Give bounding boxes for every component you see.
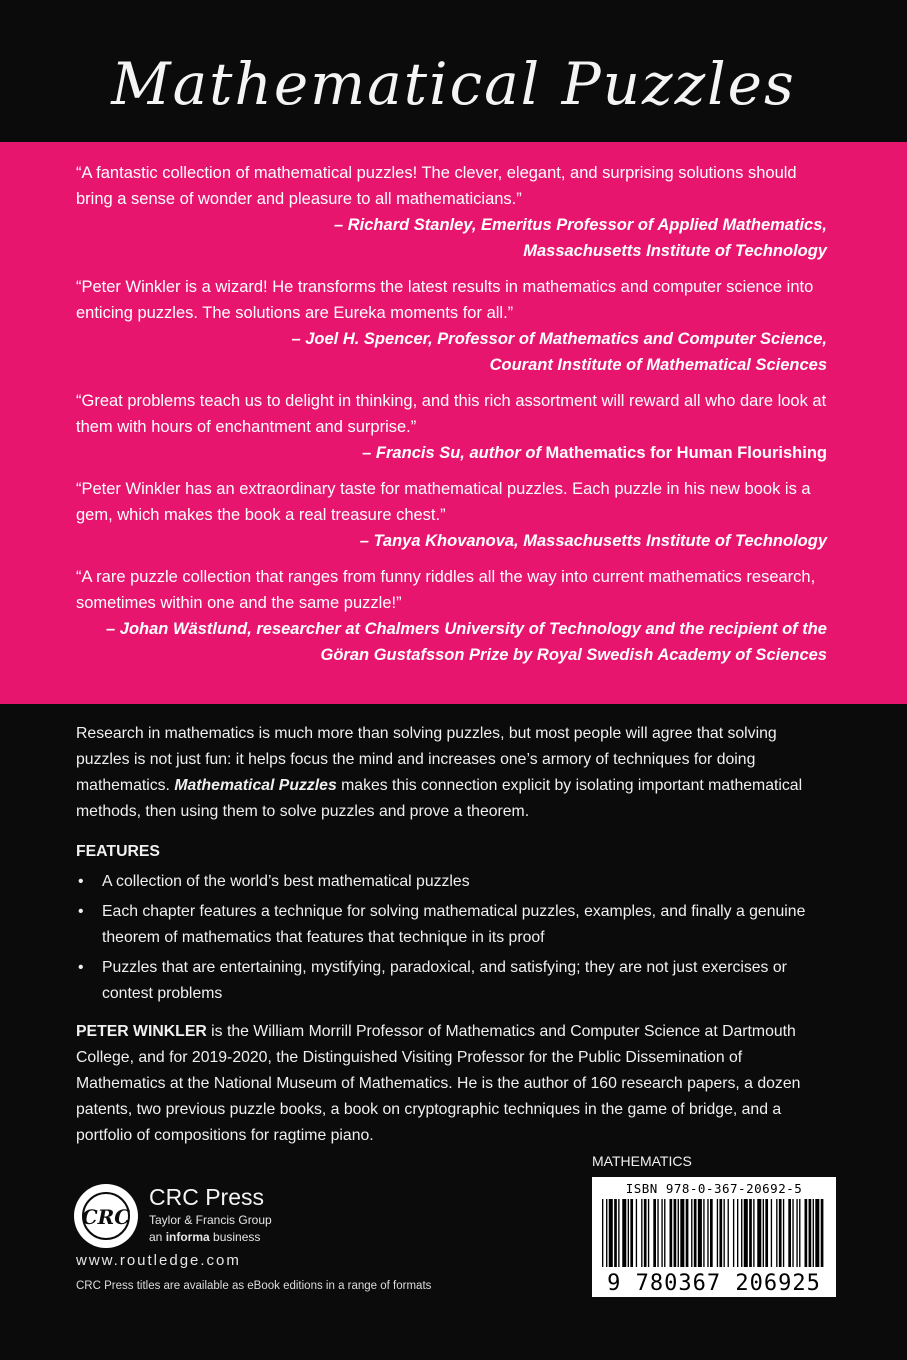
attribution-book-title: Mathematics for Human Flourishing [545, 444, 827, 462]
feature-item [76, 955, 832, 1007]
quote-attribution-affiliation: Massachusetts Institute of Technology [523, 242, 827, 260]
barcode-bar [674, 1199, 677, 1267]
barcode-bar [763, 1199, 764, 1267]
barcode-bar [614, 1199, 617, 1267]
quote-attribution [76, 440, 827, 466]
barcode-bar [741, 1199, 742, 1267]
barcode-bar [765, 1199, 768, 1267]
barcode-bar [796, 1199, 797, 1267]
publisher-group: Taylor & Francis Group [149, 1213, 272, 1227]
description-intro: Research in mathematics is much more than solving puzzles, but most people will agree that solving puzzles is not just fun: it helps focus the mind and increases one’s armory of techniques for doing mathematics. [76, 725, 777, 794]
quote-text: “Peter Winkler has an extraordinary taste for mathematical puzzles. Each puzzle in his new book is a gem, which makes the book a real treasure chest.” [76, 480, 811, 524]
quote-attribution: – Johan Wästlund, researcher at Chalmers University of Technology and the recipient of the [106, 620, 827, 638]
barcode-bar [664, 1199, 665, 1267]
ebook-note: CRC Press titles are available as eBook editions in a range of formats [76, 1280, 432, 1292]
barcode-bar [707, 1199, 708, 1267]
barcode-bar [622, 1199, 626, 1267]
barcode-bar [657, 1199, 658, 1267]
quote-attribution: – Tanya Khovanova, Massachusetts Institute of Technology [359, 532, 827, 550]
quote-3 [76, 388, 827, 466]
barcode-bar [805, 1199, 808, 1267]
quote-4 [76, 476, 827, 554]
feature-item [76, 899, 832, 951]
informa-prefix: an [149, 1230, 166, 1244]
barcode-bar [686, 1199, 689, 1267]
barcode-bar [821, 1199, 824, 1267]
barcode-bar [724, 1199, 725, 1267]
barcode-bar [788, 1199, 791, 1267]
barcode-bar [618, 1199, 619, 1267]
barcode-bar [636, 1199, 637, 1267]
description-rest: makes this connection explicit by isolating important mathematical methods, then using them to solve puzzles and prove a theorem. [76, 777, 803, 820]
bullet-icon: • [78, 873, 84, 890]
quote-text: “Peter Winkler is a wizard! He transforms the latest results in mathematics and computer science into enticing puzzles. The solutions are Eureka moments for all.” [76, 278, 814, 322]
barcode-bar [733, 1199, 734, 1267]
quote-text: “Great problems teach us to delight in thinking, and this rich assortment will reward all who dare look at them with hours of enchantment and surprise.” [76, 392, 827, 436]
barcode-bars [600, 1199, 828, 1269]
barcode-bar [737, 1199, 738, 1267]
feature-text: Each chapter features a technique for solving mathematical puzzles, examples, and finally a genuine theorem of mathematics that features that technique in its proof [102, 903, 806, 946]
barcode-digits: 9 780367 206925 [607, 1271, 821, 1296]
quote-attribution-affiliation: Courant Institute of Mathematical Sciences [489, 356, 827, 374]
barcode-bar [792, 1199, 793, 1267]
barcode-bar [644, 1199, 647, 1267]
barcode-bar [698, 1199, 702, 1267]
barcode-bar [749, 1199, 752, 1267]
features-list [76, 869, 832, 1007]
barcode-bar [691, 1199, 692, 1267]
quote-1 [76, 160, 827, 264]
feature-item [76, 869, 832, 895]
barcode-bar [776, 1199, 777, 1267]
description-paragraph [76, 721, 832, 825]
quote-5 [76, 564, 827, 668]
author-name: PETER WINKLER [76, 1023, 207, 1040]
barcode-bar [815, 1199, 819, 1267]
author-bio-text: is the William Morrill Professor of Mathematics and Computer Science at Dartmouth College, and for 2019-2020, the Distinguished Visiting Professor for the Public Dissemination of Mathematics at the National Museum of Mathematics. He is the author of 160 research papers, a dozen patents, two previous puzzle books, a book on cryptographic techniques in the game of bridge, and a portfolio of compositions for ragtime piano. [76, 1023, 801, 1144]
barcode-bar [717, 1199, 718, 1267]
isbn-barcode [592, 1177, 836, 1297]
barcode-bar [719, 1199, 722, 1267]
quote-attribution: – Joel H. Spencer, Professor of Mathematics and Computer Science, [291, 330, 827, 348]
book-title: Mathematical Puzzles [111, 50, 796, 118]
publisher-name: CRC Press [149, 1184, 265, 1210]
subject-category: MATHEMATICS [592, 1153, 692, 1169]
barcode-bar [609, 1199, 613, 1267]
barcode-bar [606, 1199, 607, 1267]
barcode-bar [779, 1199, 782, 1267]
barcode-bar [744, 1199, 748, 1267]
barcode-bar [694, 1199, 697, 1267]
barcode-bar [813, 1199, 814, 1267]
quote-attribution: – Richard Stanley, Emeritus Professor of Applied Mathematics, [334, 216, 827, 234]
feature-text: Puzzles that are entertaining, mystifying, paradoxical, and satisfying; they are not just exercises or contest problems [102, 959, 787, 1002]
barcode-bar [757, 1199, 761, 1267]
crc-logo-icon [72, 1182, 140, 1250]
barcode-bar [771, 1199, 772, 1267]
barcode-bar [809, 1199, 812, 1267]
crc-logo-text: CRC [81, 1205, 131, 1229]
barcode-bar [710, 1199, 713, 1267]
barcode-bar [753, 1199, 754, 1267]
barcode-bar [628, 1199, 629, 1267]
publisher-website[interactable]: www.routledge.com [76, 1252, 241, 1269]
bullet-icon: • [78, 959, 84, 976]
publisher-informa [149, 1230, 260, 1244]
crc-logo [72, 1182, 140, 1255]
barcode-bar [703, 1199, 704, 1267]
endorsements-panel [0, 142, 907, 704]
isbn-number: ISBN 978-0-367-20692-5 [625, 1181, 803, 1196]
quote-text: “A rare puzzle collection that ranges from funny riddles all the way into current mathematics research, sometimes within one and the same puzzle!” [76, 568, 816, 612]
barcode-bar [678, 1199, 679, 1267]
bullet-icon: • [78, 903, 84, 920]
book-description [76, 721, 832, 1149]
barcode-bar [680, 1199, 684, 1267]
barcode-bar [653, 1199, 656, 1267]
barcode-bar [602, 1199, 603, 1267]
barcode-bar [630, 1199, 633, 1267]
features-heading: FEATURES [76, 843, 160, 860]
attribution-author: – Francis Su, author of [362, 444, 546, 462]
barcode-bar [661, 1199, 662, 1267]
quote-text: “A fantastic collection of mathematical puzzles! The clever, elegant, and surprising solutions should bring a sense of wonder and pleasure to all mathematicians.” [76, 164, 797, 208]
barcode-bar [783, 1199, 784, 1267]
author-bio [76, 1019, 832, 1149]
quote-2 [76, 274, 827, 378]
barcode-bar [641, 1199, 642, 1267]
barcode-bar [670, 1199, 673, 1267]
barcode-bar [728, 1199, 729, 1267]
quote-attribution-affiliation: Göran Gustafsson Prize by Royal Swedish Academy of Sciences [320, 646, 827, 664]
barcode-bar [648, 1199, 649, 1267]
informa-brand: informa [165, 1230, 210, 1244]
description-book-title: Mathematical Puzzles [174, 777, 337, 794]
barcode-bar [799, 1199, 800, 1267]
informa-suffix: business [209, 1230, 261, 1244]
feature-text: A collection of the world’s best mathematical puzzles [102, 873, 470, 890]
